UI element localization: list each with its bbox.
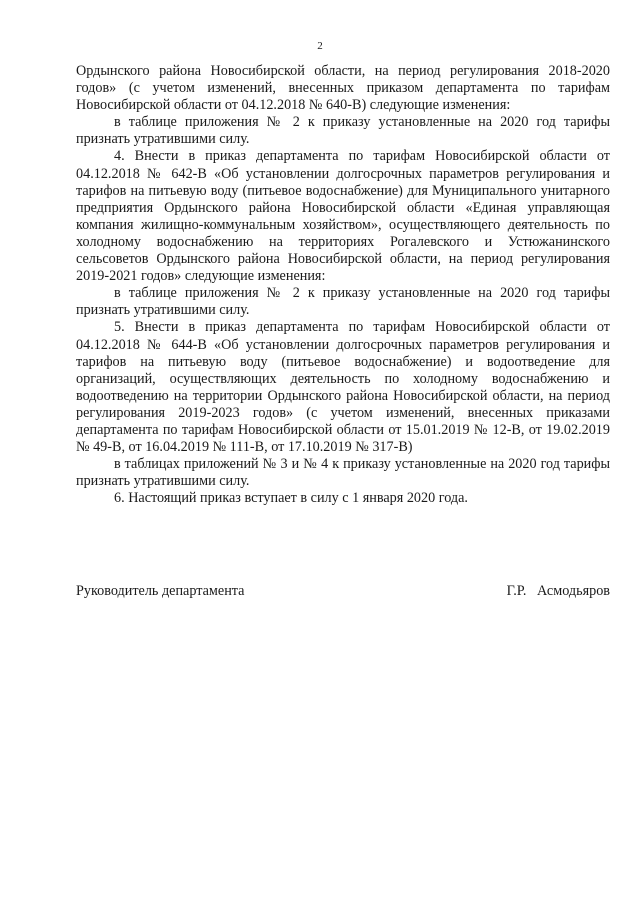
page-number: 2: [317, 40, 323, 52]
paragraph-table-tariffs-2: в таблице приложения № 2 к приказу установленные на 2020 год тарифы признать утратившими силу.: [76, 285, 610, 319]
signatory-position: Руководитель департамента: [76, 583, 245, 599]
signatory-name: Г.Р. Асмодьяров: [506, 583, 610, 599]
paragraph-table-tariffs-1: в таблице приложения № 2 к приказу установленные на 2020 год тарифы признать утратившими силу.: [76, 114, 610, 148]
paragraph-continuation: Ордынского района Новосибирской области, на период регулирования 2018-2020 годов» (с учетом изменений, внесенных приказом департамента по тарифам Новосибирской области от 04.12.2018 № 640-В) следующие изменения:: [76, 63, 610, 114]
paragraph-item-6: 6. Настоящий приказ вступает в силу с 1 января 2020 года.: [114, 490, 468, 507]
paragraph-item-4: 4. Внести в приказ департамента по тарифам Новосибирской области от 04.12.2018 № 642-В «Об установлении долгосрочных параметров регулирования и тарифов на питьевую воду (питьевое водоснабжение) для Муниципального унитарного предприятия Ордынского района Новосибирской области «Единая управляющая компания жилищно-коммунальным хозяйством», осуществляющего деятельность по холодному водоснабжению на территориях Рогалевского и Устюжанинского сельсоветов Ордынского района Новосибирской области, на период регулирования 2019-2021 годов» следующие изменения:: [76, 148, 610, 285]
signature-block: [76, 583, 610, 600]
paragraph-tables-tariffs-3: в таблицах приложений № 3 и № 4 к приказу установленные на 2020 год тарифы признать утратившими силу.: [76, 456, 610, 490]
paragraph-item-5: 5. Внести в приказ департамента по тарифам Новосибирской области от 04.12.2018 № 644-В «Об установлении долгосрочных параметров регулирования и тарифов на питьевую воду (питьевое водоснабжение) и водоотведение для организаций, осуществляющих деятельность по холодному водоснабжению и водоотведению на территории Ордынского района Новосибирской области, на период регулирования 2019-2023 годов» (с учетом изменений, внесенных приказами департамента по тарифам Новосибирской области от 15.01.2019 № 12-В, от 19.02.2019 № 49-В, от 16.04.2019 № 111-В, от 17.10.2019 № 317-В): [76, 319, 610, 456]
document-body: [76, 63, 610, 507]
